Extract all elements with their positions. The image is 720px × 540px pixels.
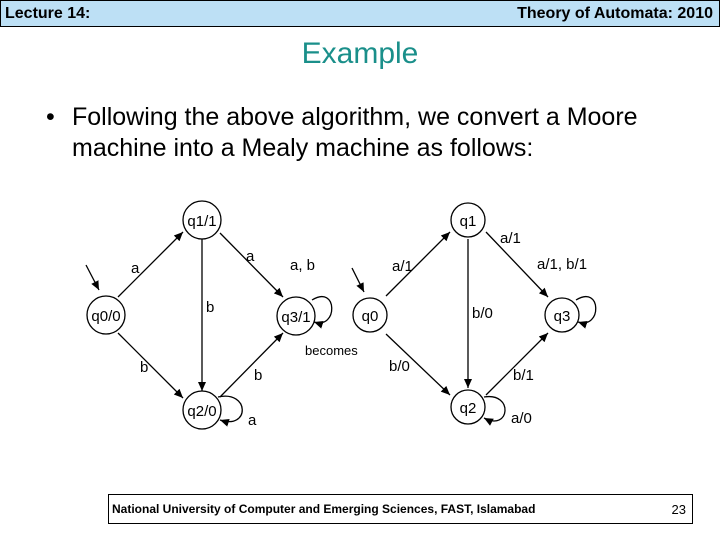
- moore-edge-q1-q3: [220, 233, 283, 297]
- mealy-edge-q2-q3: [486, 333, 548, 395]
- moore-state-q1-label: q1/1: [187, 213, 217, 230]
- mealy-label-q0-q1: a/1: [392, 258, 413, 275]
- slide-title: Example: [301, 37, 419, 70]
- mealy-label-q0-q2: b/0: [389, 358, 410, 375]
- mealy-loop-q2: [484, 397, 505, 421]
- mealy-state-q3-label: q3: [553, 308, 571, 325]
- mealy-start-arrow: [352, 268, 364, 292]
- moore-label-q1-q3: a: [246, 248, 255, 265]
- mealy-label-q2-loop: a/0: [511, 410, 532, 427]
- moore-edge-q2-q3: [220, 333, 283, 397]
- mealy-label-q2-q3: b/1: [513, 367, 534, 384]
- mealy-label-q3-loop: a/1, b/1: [537, 256, 588, 273]
- page-number: 23: [671, 502, 686, 517]
- moore-label-q0-q1: a: [131, 260, 140, 277]
- moore-state-q3-label: q3/1: [281, 309, 311, 326]
- moore-label-q1-q2: b: [206, 299, 215, 316]
- moore-label-q2-loop: a: [248, 412, 257, 429]
- moore-edge-q0-q1: [118, 232, 183, 297]
- becomes-label: becomes: [305, 343, 358, 358]
- mealy-state-q2-label: q2: [459, 400, 477, 417]
- moore-label-q2-q3: b: [254, 367, 263, 384]
- moore-label-q3-loop: a, b: [290, 257, 316, 274]
- mealy-label-q1-q2: b/0: [472, 305, 493, 322]
- course-title: Theory of Automata: 2010: [517, 5, 713, 22]
- bullet-text: Following the above algorithm, we convert a Moore machine into a Mealy machine as follows:: [72, 103, 638, 162]
- footer-institution: National University of Computer and Emerging Sciences, FAST, Islamabad: [112, 502, 536, 516]
- bullet-symbol: •: [46, 103, 55, 131]
- moore-loop-q2: [218, 396, 242, 421]
- mealy-state-q0-label: q0: [361, 308, 379, 325]
- mealy-label-q1-q3: a/1: [500, 230, 521, 247]
- moore-state-q2-label: q2/0: [187, 403, 217, 420]
- mealy-state-q1-label: q1: [459, 213, 477, 230]
- footer: [108, 494, 693, 524]
- moore-state-q0-label: q0/0: [91, 308, 121, 325]
- moore-edge-q0-q2: [118, 333, 183, 398]
- moore-start-arrow: [86, 265, 99, 290]
- moore-label-q0-q2: b: [140, 359, 149, 376]
- lecture-label: Lecture 14:: [5, 5, 91, 22]
